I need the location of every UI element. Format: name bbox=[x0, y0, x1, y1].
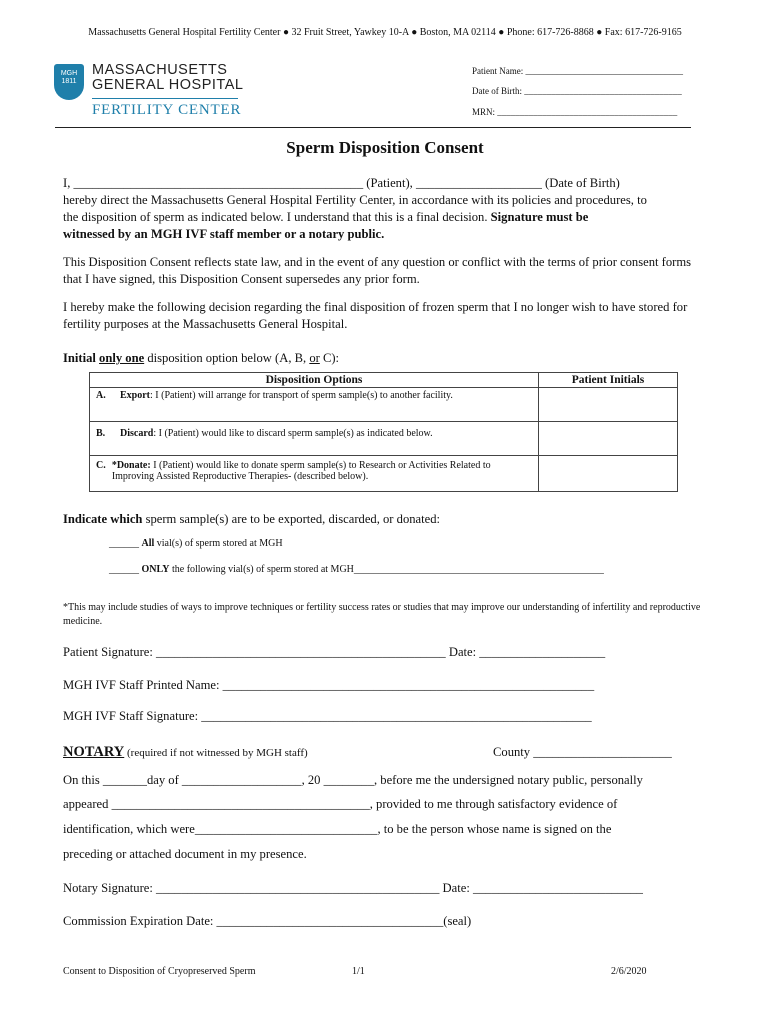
notary-line-1[interactable]: On this _______day of ___________________, 20 ________, before me the undersigned notary public, personally bbox=[63, 773, 643, 787]
intro-witness-note: witnessed by an MGH IVF staff member or a notary public. bbox=[63, 227, 385, 241]
staff-signature-line[interactable]: MGH IVF Staff Signature: ______________________________________________________________ bbox=[63, 709, 592, 723]
footer-form-name: Consent to Disposition of Cryopreserved Sperm bbox=[63, 966, 256, 977]
intro-line-4 bbox=[63, 226, 713, 243]
decision-paragraph: I hereby make the following decision regarding the final disposition of frozen sperm that I no longer wish to have stored for fertility purposes at the Massachusetts General Hospital. bbox=[63, 300, 688, 331]
indicate-bold: Indicate which bbox=[63, 512, 143, 526]
instruction-only-one: only one bbox=[99, 351, 145, 365]
option-b-letter: B. bbox=[96, 428, 106, 439]
notary-line-4: preceding or attached document in my presence. bbox=[63, 847, 307, 861]
intro-line-3 bbox=[63, 209, 713, 226]
header-contact-line: Massachusetts General Hospital Fertility Center ● 32 Fruit Street, Yawkey 10-A ● Boston, MA 02114 ● Phone: 617-726-8868 ● Fax: 617-726-9165 bbox=[88, 27, 682, 38]
option-c-letter: C. bbox=[96, 460, 106, 471]
intro-line-2: hereby direct the Massachusetts General Hospital Fertility Center, in accordance with its policies and procedures, to bbox=[63, 193, 647, 207]
only-bold: ONLY bbox=[141, 564, 170, 575]
notary-line-2[interactable]: appeared _________________________________________, provided to me through satisfactory evidence of bbox=[63, 797, 618, 811]
only-blank[interactable]: ______ bbox=[109, 564, 142, 575]
instruction-rest-2: C): bbox=[319, 351, 340, 365]
logo-line-1: MASSACHUSETTS bbox=[92, 62, 228, 78]
instruction-bold: Initial bbox=[63, 351, 100, 365]
logo-divider bbox=[92, 98, 238, 99]
logo-line-2: GENERAL HOSPITAL bbox=[92, 77, 244, 93]
instruction-or: or bbox=[309, 351, 320, 365]
logo-line-3: FERTILITY CENTER bbox=[92, 102, 242, 118]
option-b-label: Discard bbox=[120, 428, 154, 439]
dob-field[interactable]: Date of Birth: ___________________________________ bbox=[472, 86, 682, 96]
patient-signature-line[interactable]: Patient Signature: ______________________________________________ Date: ____________________ bbox=[63, 645, 606, 659]
option-c bbox=[90, 456, 539, 492]
option-c-text: I (Patient) would like to donate sperm sample(s) to Research or Activities Related to Improving Assisted Reproductive Therapies- (described below). bbox=[111, 460, 491, 482]
initial-instruction bbox=[63, 350, 713, 367]
option-b-text: : I (Patient) would like to discard sperm sample(s) as indicated below. bbox=[153, 428, 433, 439]
header-disposition-options: Disposition Options bbox=[90, 373, 539, 388]
mgh-logo bbox=[54, 64, 244, 124]
notary-heading bbox=[63, 743, 308, 761]
donation-footnote: *This may include studies of ways to improve techniques or fertility success rates or studies that may improve our understanding of infertility and reproductive medicine. bbox=[63, 602, 701, 627]
all-vials-option[interactable] bbox=[109, 538, 283, 549]
all-bold: All bbox=[141, 538, 155, 549]
option-a-label: Export bbox=[120, 390, 150, 401]
staff-printed-name-line[interactable]: MGH IVF Staff Printed Name: ___________________________________________________________ bbox=[63, 678, 595, 692]
all-blank[interactable]: ______ bbox=[109, 538, 142, 549]
footer-date: 2/6/2020 bbox=[611, 966, 647, 977]
footer-page-number: 1/1 bbox=[352, 966, 365, 977]
notary-signature-line[interactable]: Notary Signature: _____________________________________________ Date: ___________________________ bbox=[63, 881, 643, 895]
option-a-initials-cell[interactable] bbox=[539, 388, 678, 422]
intro-paragraph bbox=[63, 175, 713, 243]
table-row bbox=[90, 456, 678, 492]
county-field[interactable]: County ______________________ bbox=[493, 745, 672, 759]
intro-signature-note: Signature must be bbox=[490, 210, 589, 224]
option-c-initials-cell[interactable] bbox=[539, 456, 678, 492]
intro-line-3-text: the disposition of sperm as indicated below. I understand that this is a final decision. bbox=[63, 210, 491, 224]
only-vials-option[interactable] bbox=[109, 564, 604, 575]
mrn-field[interactable]: MRN: ________________________________________ bbox=[472, 107, 678, 117]
state-law-paragraph: This Disposition Consent reflects state law, and in the event of any question or conflict with the terms of prior consent forms that I have signed, this Disposition Consent supersedes any prior form. bbox=[63, 255, 692, 286]
intro-line-1[interactable]: I, ______________________________________________ (Patient), ____________________ (Date of Birth) bbox=[63, 176, 620, 190]
header-divider bbox=[55, 127, 691, 128]
instruction-rest-1: disposition option below (A, B, bbox=[144, 351, 310, 365]
page-title: Sperm Disposition Consent bbox=[286, 138, 484, 157]
header-patient-initials: Patient Initials bbox=[539, 373, 678, 388]
indicate-samples-heading bbox=[63, 511, 713, 528]
disposition-options-table bbox=[89, 372, 678, 492]
commission-expiration-line[interactable]: Commission Expiration Date: ____________________________________(seal) bbox=[63, 914, 472, 928]
option-c-label: *Donate: bbox=[111, 460, 151, 471]
option-a-text: : I (Patient) will arrange for transport of sperm sample(s) to another facility. bbox=[150, 390, 453, 401]
option-a-letter: A. bbox=[96, 390, 106, 401]
patient-name-field[interactable]: Patient Name: ___________________________________ bbox=[472, 66, 683, 76]
indicate-rest: sperm sample(s) are to be exported, discarded, or donated: bbox=[142, 512, 441, 526]
table-row bbox=[90, 422, 678, 456]
notary-title: NOTARY bbox=[63, 744, 125, 760]
table-row bbox=[90, 388, 678, 422]
option-a bbox=[90, 388, 539, 422]
shield-icon bbox=[54, 64, 84, 100]
option-b-initials-cell[interactable] bbox=[539, 422, 678, 456]
logo-seal-text: MGH 1811 bbox=[60, 70, 78, 85]
only-rest: the following vial(s) of sperm stored at MGH__________________________________________________ bbox=[169, 564, 604, 575]
notary-note: (required if not witnessed by MGH staff) bbox=[124, 747, 308, 759]
table-header-row bbox=[90, 373, 678, 388]
notary-line-3[interactable]: identification, which were_____________________________, to be the person whose name is signed on the bbox=[63, 822, 612, 836]
option-b bbox=[90, 422, 539, 456]
all-rest: vial(s) of sperm stored at MGH bbox=[154, 538, 283, 549]
